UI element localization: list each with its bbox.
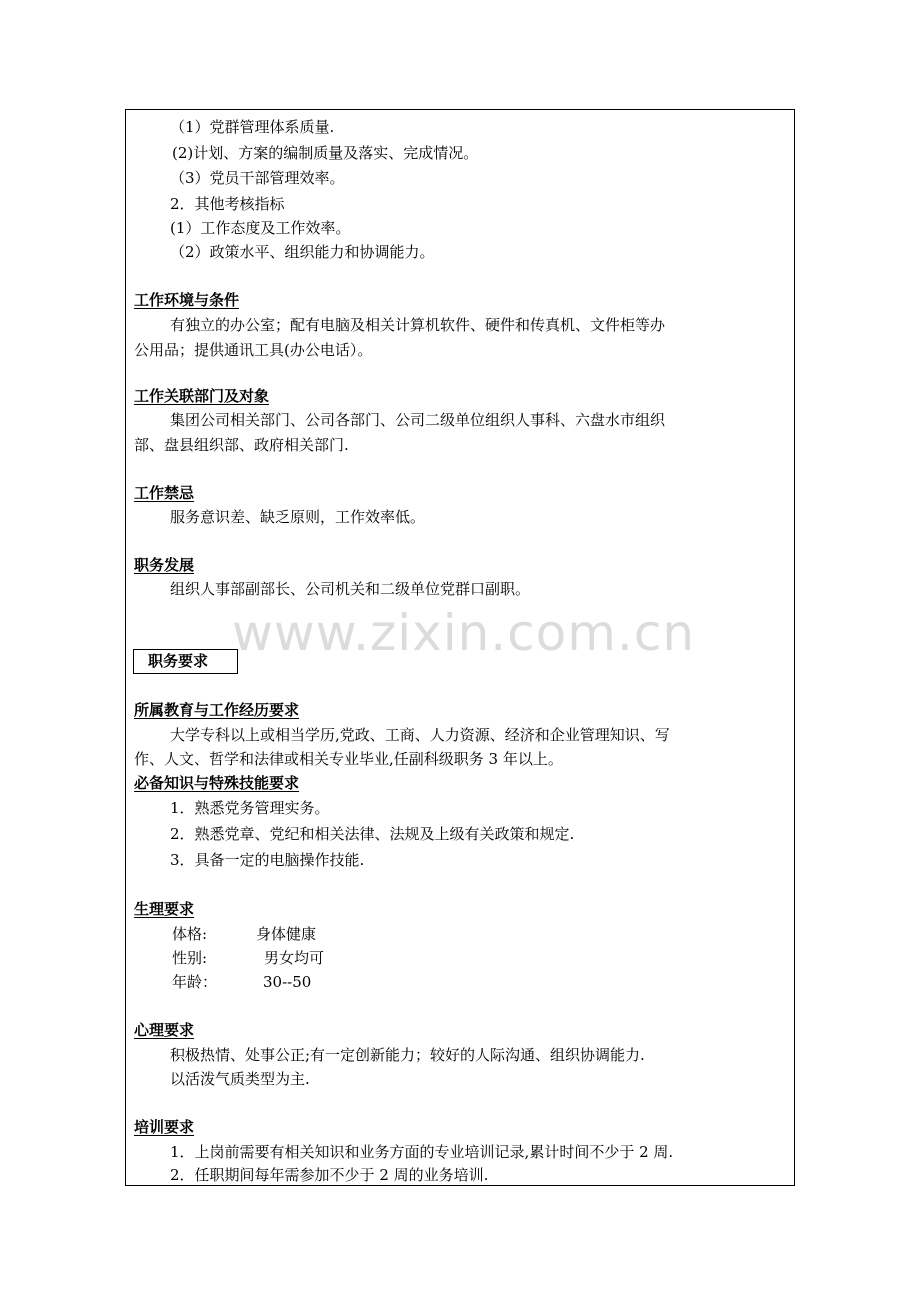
physical-label: 体格: [172,925,208,943]
section-heading-knowledge: 必备知识与特殊技能要求 [134,774,300,792]
kpi-item: （1）党群管理体系质量. [170,118,335,136]
physical-value: 身体健康 [256,925,317,943]
section-heading-related-departments: 工作关联部门及对象 [134,387,270,405]
physical-value: 男女均可 [264,949,325,967]
kpi-item: （2）政策水平、组织能力和协调能力。 [170,243,435,261]
physical-label: 年龄： [172,973,218,991]
section-heading-career: 职务发展 [134,556,195,574]
physical-label: 性别: [172,949,208,967]
paragraph-line: 以活泼气质类型为主. [170,1070,310,1088]
kpi-item: （3）党员干部管理效率。 [170,169,345,187]
watermark: www.zixin.com.cn [232,604,696,662]
physical-row [172,948,324,968]
kpi-item: 2．其他考核指标 [170,195,285,213]
paragraph-line: 部、盘县组织部、政府相关部门. [134,436,349,454]
section-heading-physical: 生理要求 [134,900,195,918]
paragraph-line: 积极热情、处事公正;有一定创新能力；较好的人际沟通、组织协调能力. [170,1046,645,1064]
list-item: 3．具备一定的电脑操作技能. [170,851,365,869]
section-heading-education: 所属教育与工作经历要求 [134,701,300,719]
paragraph-line: 有独立的办公室；配有电脑及相关计算机软件、硬件和传真机、文件柜等办 [170,316,666,334]
physical-value: 30--50 [263,973,312,991]
section-heading-prohibitions: 工作禁忌 [134,484,195,502]
paragraph-line: 服务意识差、缺乏原则，工作效率低。 [170,508,426,526]
kpi-item: (1）工作态度及工作效率。 [170,219,351,237]
list-item: 2．任职期间每年需参加不少于 2 周的业务培训. [170,1166,489,1184]
list-item: 1．上岗前需要有相关知识和业务方面的专业培训记录,累计时间不少于 2 周. [170,1143,674,1161]
physical-row [172,924,316,944]
paragraph-line: 公用品；提供通讯工具(办公电话）。 [134,341,373,359]
requirements-box: 职务要求 [133,649,238,674]
paragraph-line: 大学专科以上或相当学历,党政、工商、人力资源、经济和企业管理知识、写 [170,726,670,744]
list-item: 1．熟悉党务管理实务。 [170,799,330,817]
section-heading-work-environment: 工作环境与条件 [134,291,240,309]
paragraph-line: 集团公司相关部门、公司各部门、公司二级单位组织人事科、六盘水市组织 [170,411,666,429]
physical-row [172,972,311,992]
section-heading-training: 培训要求 [134,1118,195,1136]
paragraph-line: 组织人事部副部长、公司机关和二级单位党群口副职。 [170,580,531,598]
section-heading-psychological: 心理要求 [134,1021,195,1039]
list-item: 2．熟悉党章、党纪和相关法律、法规及上级有关政策和规定. [170,825,575,843]
kpi-item: (2)计划、方案的编制质量及落实、完成情况。 [172,144,479,162]
paragraph-line: 作、人文、哲学和法律或相关专业毕业,任副科级职务 3 年以上。 [134,750,563,768]
